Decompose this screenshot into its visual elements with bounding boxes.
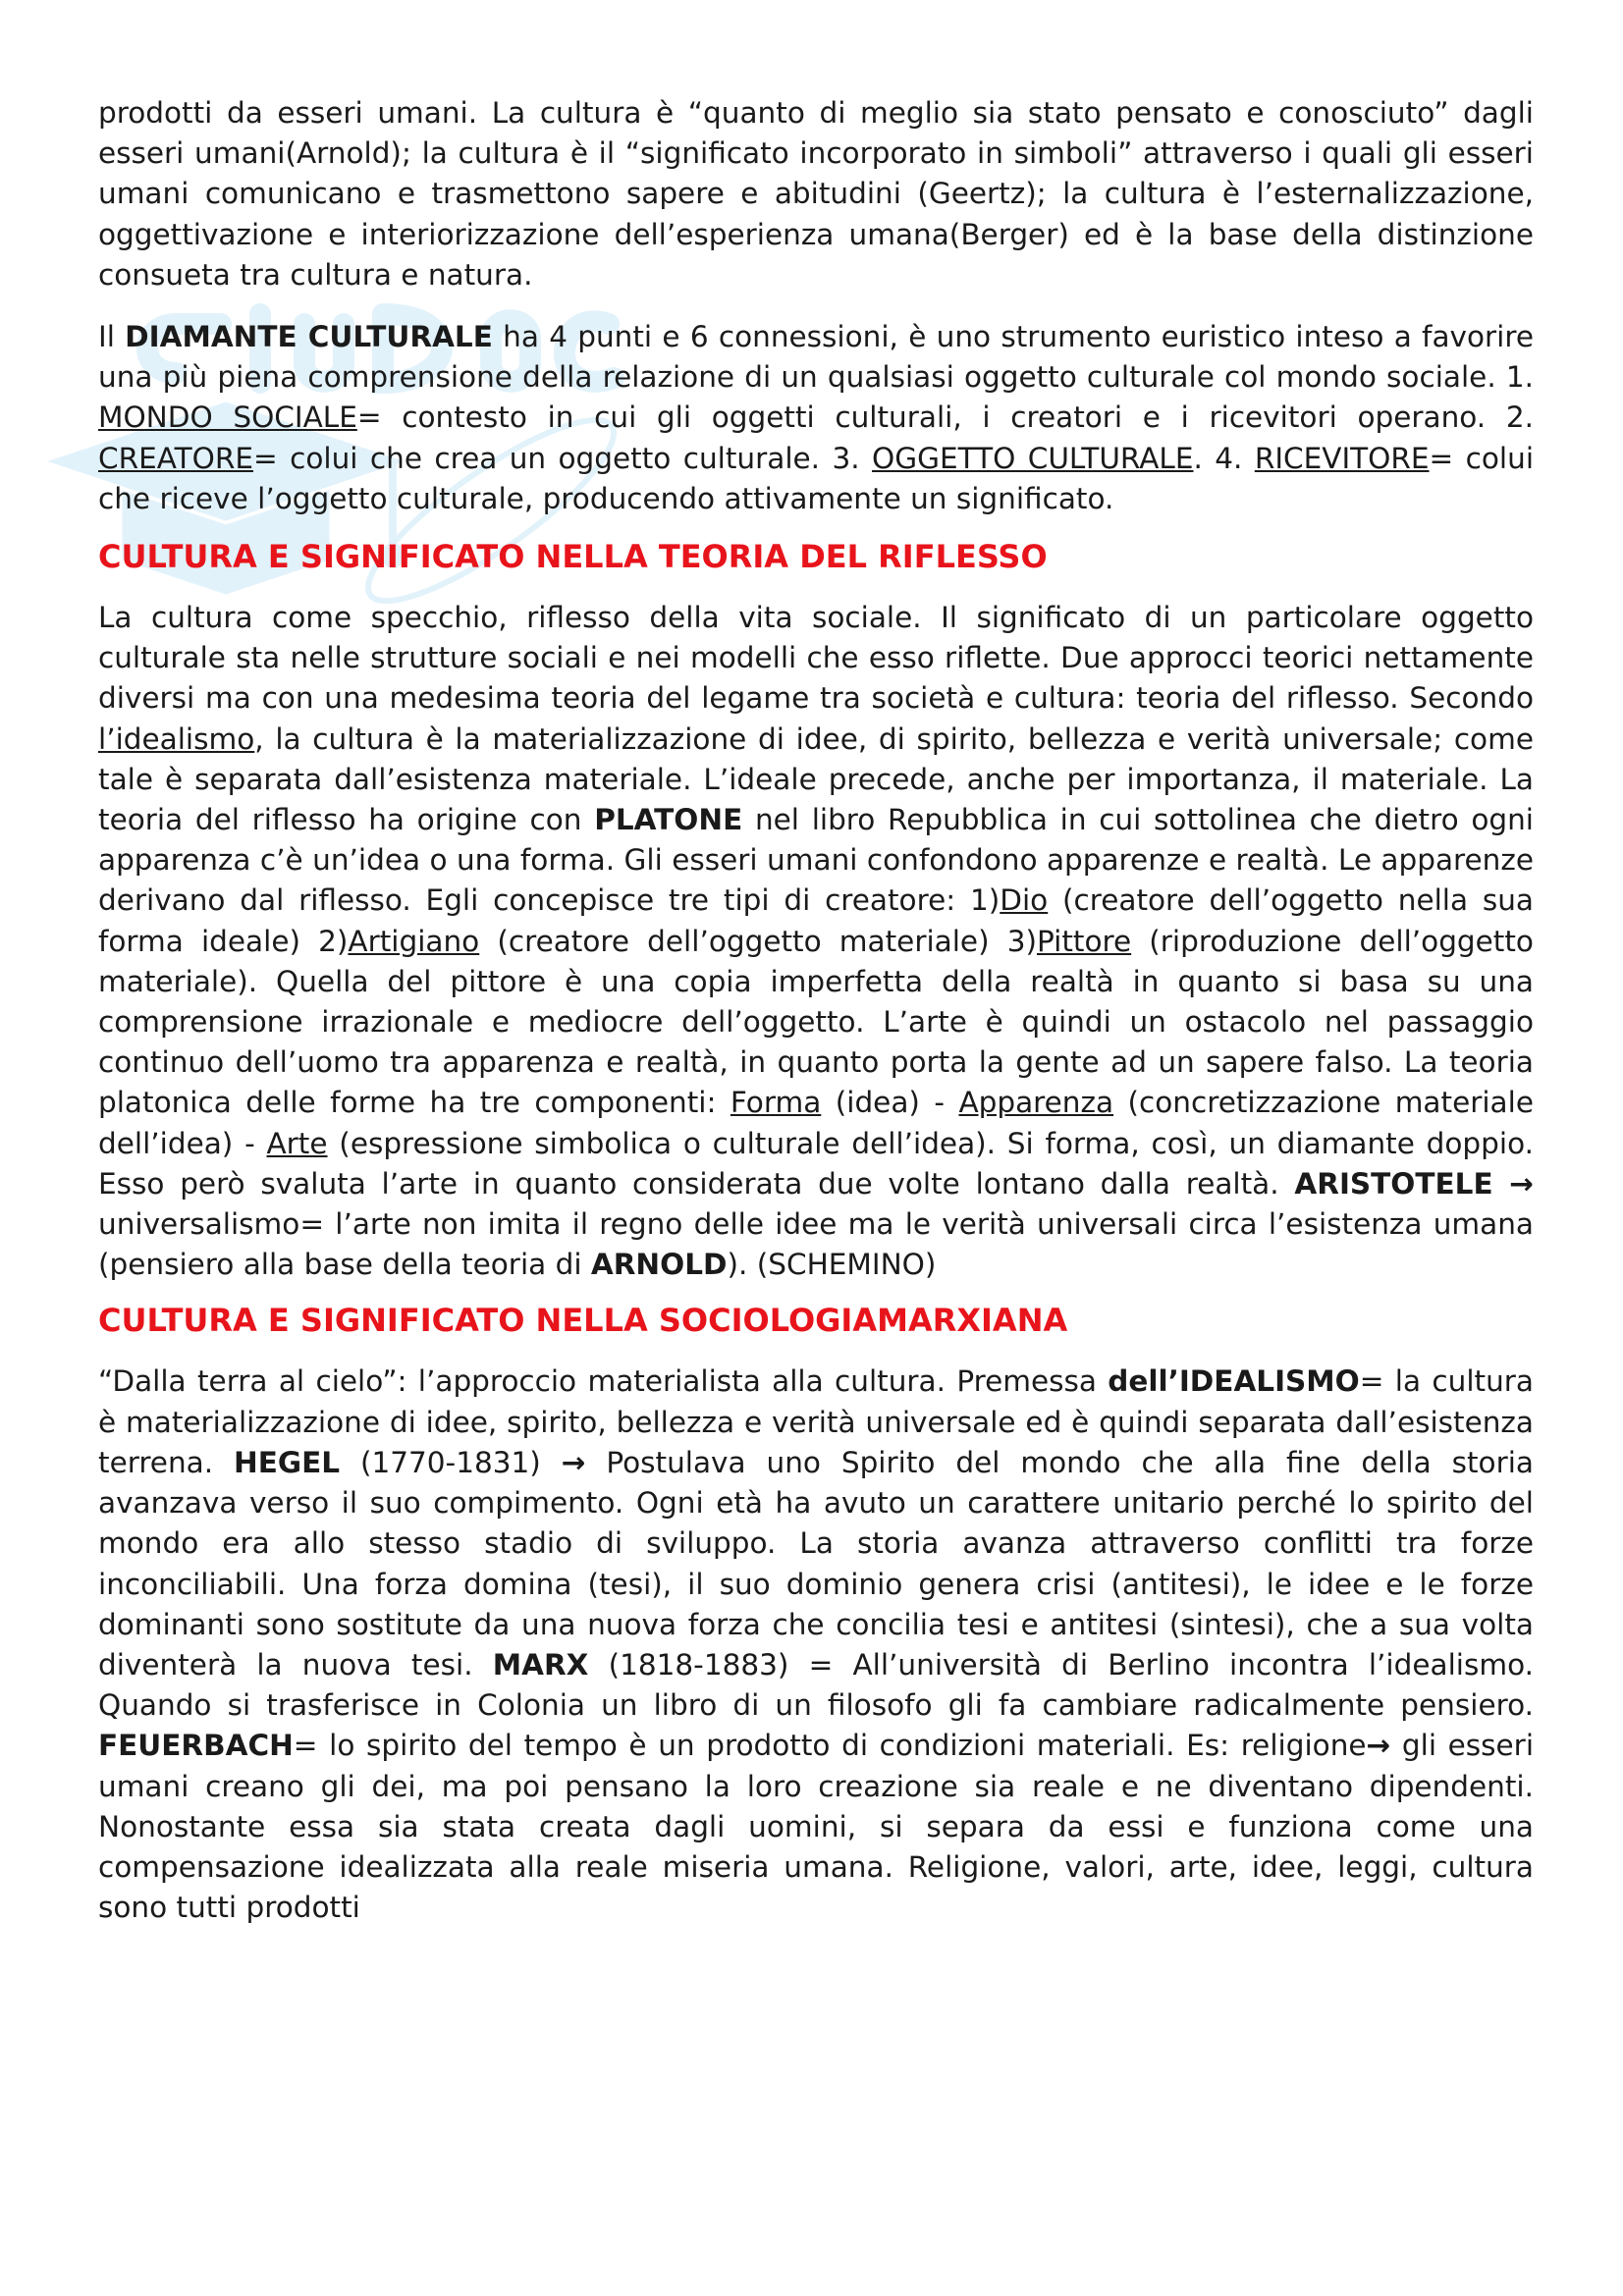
term-apparenza: Apparenza — [958, 1086, 1114, 1120]
term-arte: Arte — [266, 1126, 328, 1160]
term-aristotele: ARISTOTELE — [1294, 1166, 1493, 1201]
term-mondo-sociale: MONDO SOCIALE — [98, 400, 357, 435]
arrow-right-icon: → — [1492, 1166, 1534, 1201]
paragraph-teoria-del-riflesso: La cultura come specchio, riflesso della vita sociale. Il significato di un particolare oggetto culturale sta nelle strutture sociali e nei modelli che esso riflette. Due approcci teorici nettamente diversi ma con una medesima teoria del legame tra società e cultura: teoria del riflesso. Secondo l’idealismo, la cultura è la materializzazione di idee, di spirito, bellezza e verità universale; come tale è separata dall’esistenza materiale. L’ideale precede, anche per importanza, il materiale. La teoria del riflesso ha origine con PLATONE nel libro Repubblica in cui sottolinea che dietro ogni apparenza c’è un’idea o una forma. Gli esseri umani confondono apparenze e realtà. Le apparenze derivano dal riflesso. Egli concepisce tre tipi di creatore: 1)Dio (creatore dell’oggetto nella sua forma ideale) 2)Artigiano (creatore dell’oggetto materiale) 3)Pittore (riproduzione dell’oggetto materiale). Quella del pittore è una copia imperfetta della realtà in quanto si basa su una comprensione irrazionale e mediocre dell’oggetto. L’arte è quindi un ostacolo nel passaggio continuo dell’uomo tra apparenza e realtà, in quanto porta la gente ad un sapere falso. La teoria platonica delle forme ha tre componenti: Forma (idea) - Apparenza (concretizzazione materiale dell’idea) - Arte (espressione simbolica o culturale dell’idea). Si forma, così, un diamante doppio. Esso però svaluta l’arte in quanto considerata due volte lontano dalla realtà. ARISTOTELE → universalismo= l’arte non imita il regno delle idee ma le verità universali circa l’esistenza umana (pensiero alla base della teoria di ARNOLD). (SCHEMINO) — [98, 601, 1535, 1282]
term-marx: MARX — [492, 1647, 589, 1682]
term-hegel: HEGEL — [234, 1445, 341, 1479]
arrow-right-icon: → — [1366, 1729, 1391, 1763]
term-artigiano: Artigiano — [348, 924, 480, 958]
paragraph-cultural-diamond: Il DIAMANTE CULTURALE ha 4 punti e 6 connessioni, è uno strumento euristico inteso a favorire una più piena comprensione della relazione di un qualsiasi oggetto culturale col mondo sociale. 1. MONDO SOCIALE= contesto in cui gli oggetti culturali, i creatori e i ricevitori operano. 2. CREATORE= colui che crea un oggetto culturale. 3. OGGETTO CULTURALE. 4. RICEVITORE= colui che riceve l’oggetto culturale, producendo attivamente un significato. — [98, 320, 1535, 515]
arrow-right-icon: → — [561, 1445, 586, 1479]
heading-sociologia-marxiana: CULTURA E SIGNIFICATO NELLA SOCIOLOGIAMARXIANA — [98, 1302, 1068, 1340]
term-creatore: CREATORE — [98, 441, 254, 475]
term-idealismo-bold: dell’IDEALISMO — [1108, 1364, 1360, 1399]
paragraph-sociologia-marxiana: “Dalla terra al cielo”: l’approccio materialista alla cultura. Premessa dell’IDEALISMO= la cultura è materializzazione di idee, spirito, bellezza e verità universale ed è quindi separata dall’esistenza terrena. HEGEL (1770-1831) → Postulava uno Spirito del mondo che alla fine della storia avanzava verso il suo compimento. Ogni età ha avuto un carattere unitario perché lo spirito del mondo era allo stesso stadio di sviluppo. La storia avanza attraverso conflitti tra forze inconciliabili. Una forza domina (tesi), il suo dominio genera crisi (antitesi), le idee e le forze dominanti sono sostitute da una nuova forza che concilia tesi e antitesi (sintesi), che a sua volta diventerà la nuova tesi. MARX (1818-1883) = All’università di Berlino incontra l’idealismo. Quando si trasferisce in Colonia un libro di un filosofo gli fa cambiare radicalmente pensiero. FEUERBACH= lo spirito del tempo è un prodotto di condizioni materiali. Es: religione→ gli esseri umani creano gli dei, ma poi pensano la loro creazione sia reale e ne diventano dipendenti. Nonostante essa sia stata creata dagli uomini, si separa da essi e funziona come una compensazione idealizzata alla reale miseria umana. Religione, valori, arte, idee, leggi, cultura sono tutti prodotti — [98, 1364, 1535, 1925]
term-pittore: Pittore — [1037, 924, 1132, 958]
term-ricevitore: RICEVITORE — [1254, 441, 1430, 475]
paragraph-culture-definitions: prodotti da esseri umani. La cultura è “quanto di meglio sia stato pensato e conosciuto” dagli esseri umani(Arnold); la cultura è il “significato incorporato in simboli” attraverso i quali gli esseri umani comunicano e trasmettono sapere e abitudini (Geertz); la cultura è l’esternalizzazione, oggettivazione e interiorizzazione dell’esperienza umana(Berger) ed è la base della distinzione consueta tra cultura e natura. — [98, 96, 1534, 292]
term-dio: Dio — [1000, 883, 1049, 918]
heading-teoria-del-riflesso: CULTURA E SIGNIFICATO NELLA TEORIA DEL RIFLESSO — [98, 538, 1048, 576]
term-platone: PLATONE — [594, 803, 743, 837]
term-forma: Forma — [730, 1086, 822, 1120]
term-idealismo: l’idealismo — [98, 721, 255, 756]
document-page — [98, 93, 1534, 1928]
term-feuerbach: FEUERBACH — [98, 1729, 294, 1763]
term-oggetto-culturale: OGGETTO CULTURALE — [872, 441, 1194, 475]
term-arnold: ARNOLD — [590, 1248, 728, 1282]
term-diamante-culturale: DIAMANTE CULTURALE — [125, 320, 493, 354]
